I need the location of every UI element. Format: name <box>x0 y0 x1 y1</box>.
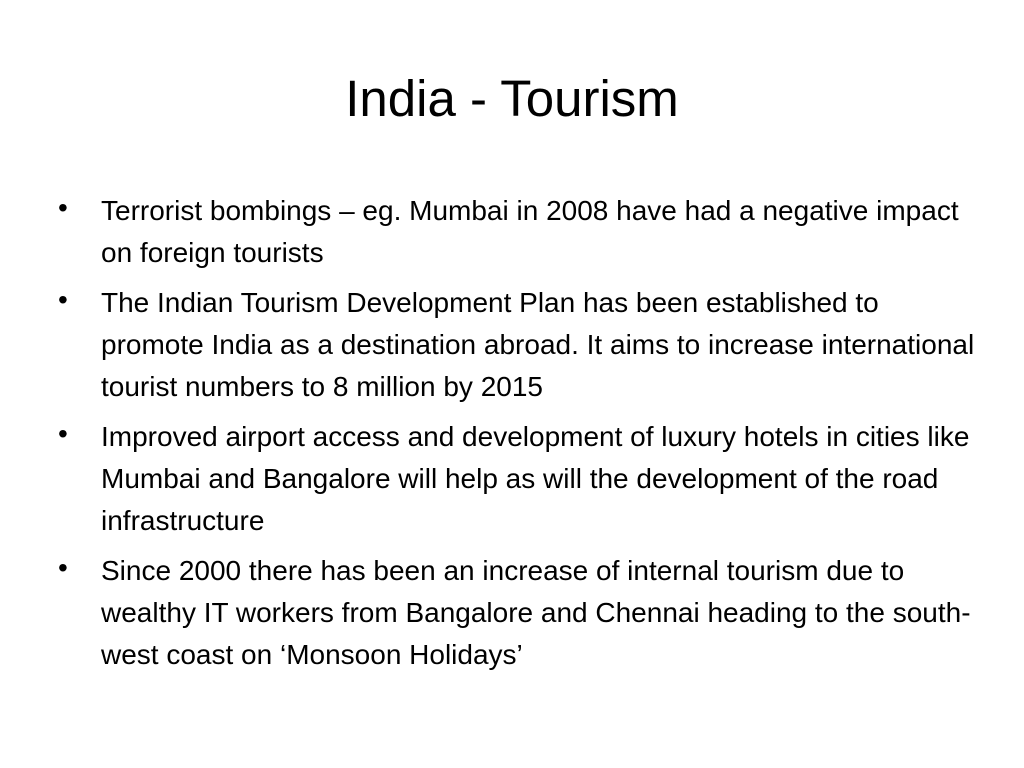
bullet-text: Improved airport access and development of luxury hotels in cities like Mumbai and Bangalore will help as will the development of the road infrastructure <box>101 421 970 536</box>
bullet-text: The Indian Tourism Development Plan has been established to promote India as a destination abroad. It aims to increase international tourist numbers to 8 million by 2015 <box>101 287 975 402</box>
bullet-item <box>58 282 978 408</box>
bullet-text: Terrorist bombings – eg. Mumbai in 2008 have had a negative impact on foreign tourists <box>101 195 959 268</box>
bullet-item <box>58 416 978 542</box>
bullet-item <box>58 550 978 676</box>
bullet-text: Since 2000 there has been an increase of internal tourism due to wealthy IT workers from Bangalore and Chennai heading to the south-west coast on ‘Monsoon Holidays’ <box>101 555 971 670</box>
bullet-list <box>58 190 978 684</box>
bullet-icon: • <box>58 284 68 315</box>
bullet-icon: • <box>58 418 68 449</box>
bullet-item <box>58 190 978 274</box>
bullet-icon: • <box>58 192 68 223</box>
bullet-icon: • <box>58 552 68 583</box>
slide-title: India - Tourism <box>345 70 679 127</box>
